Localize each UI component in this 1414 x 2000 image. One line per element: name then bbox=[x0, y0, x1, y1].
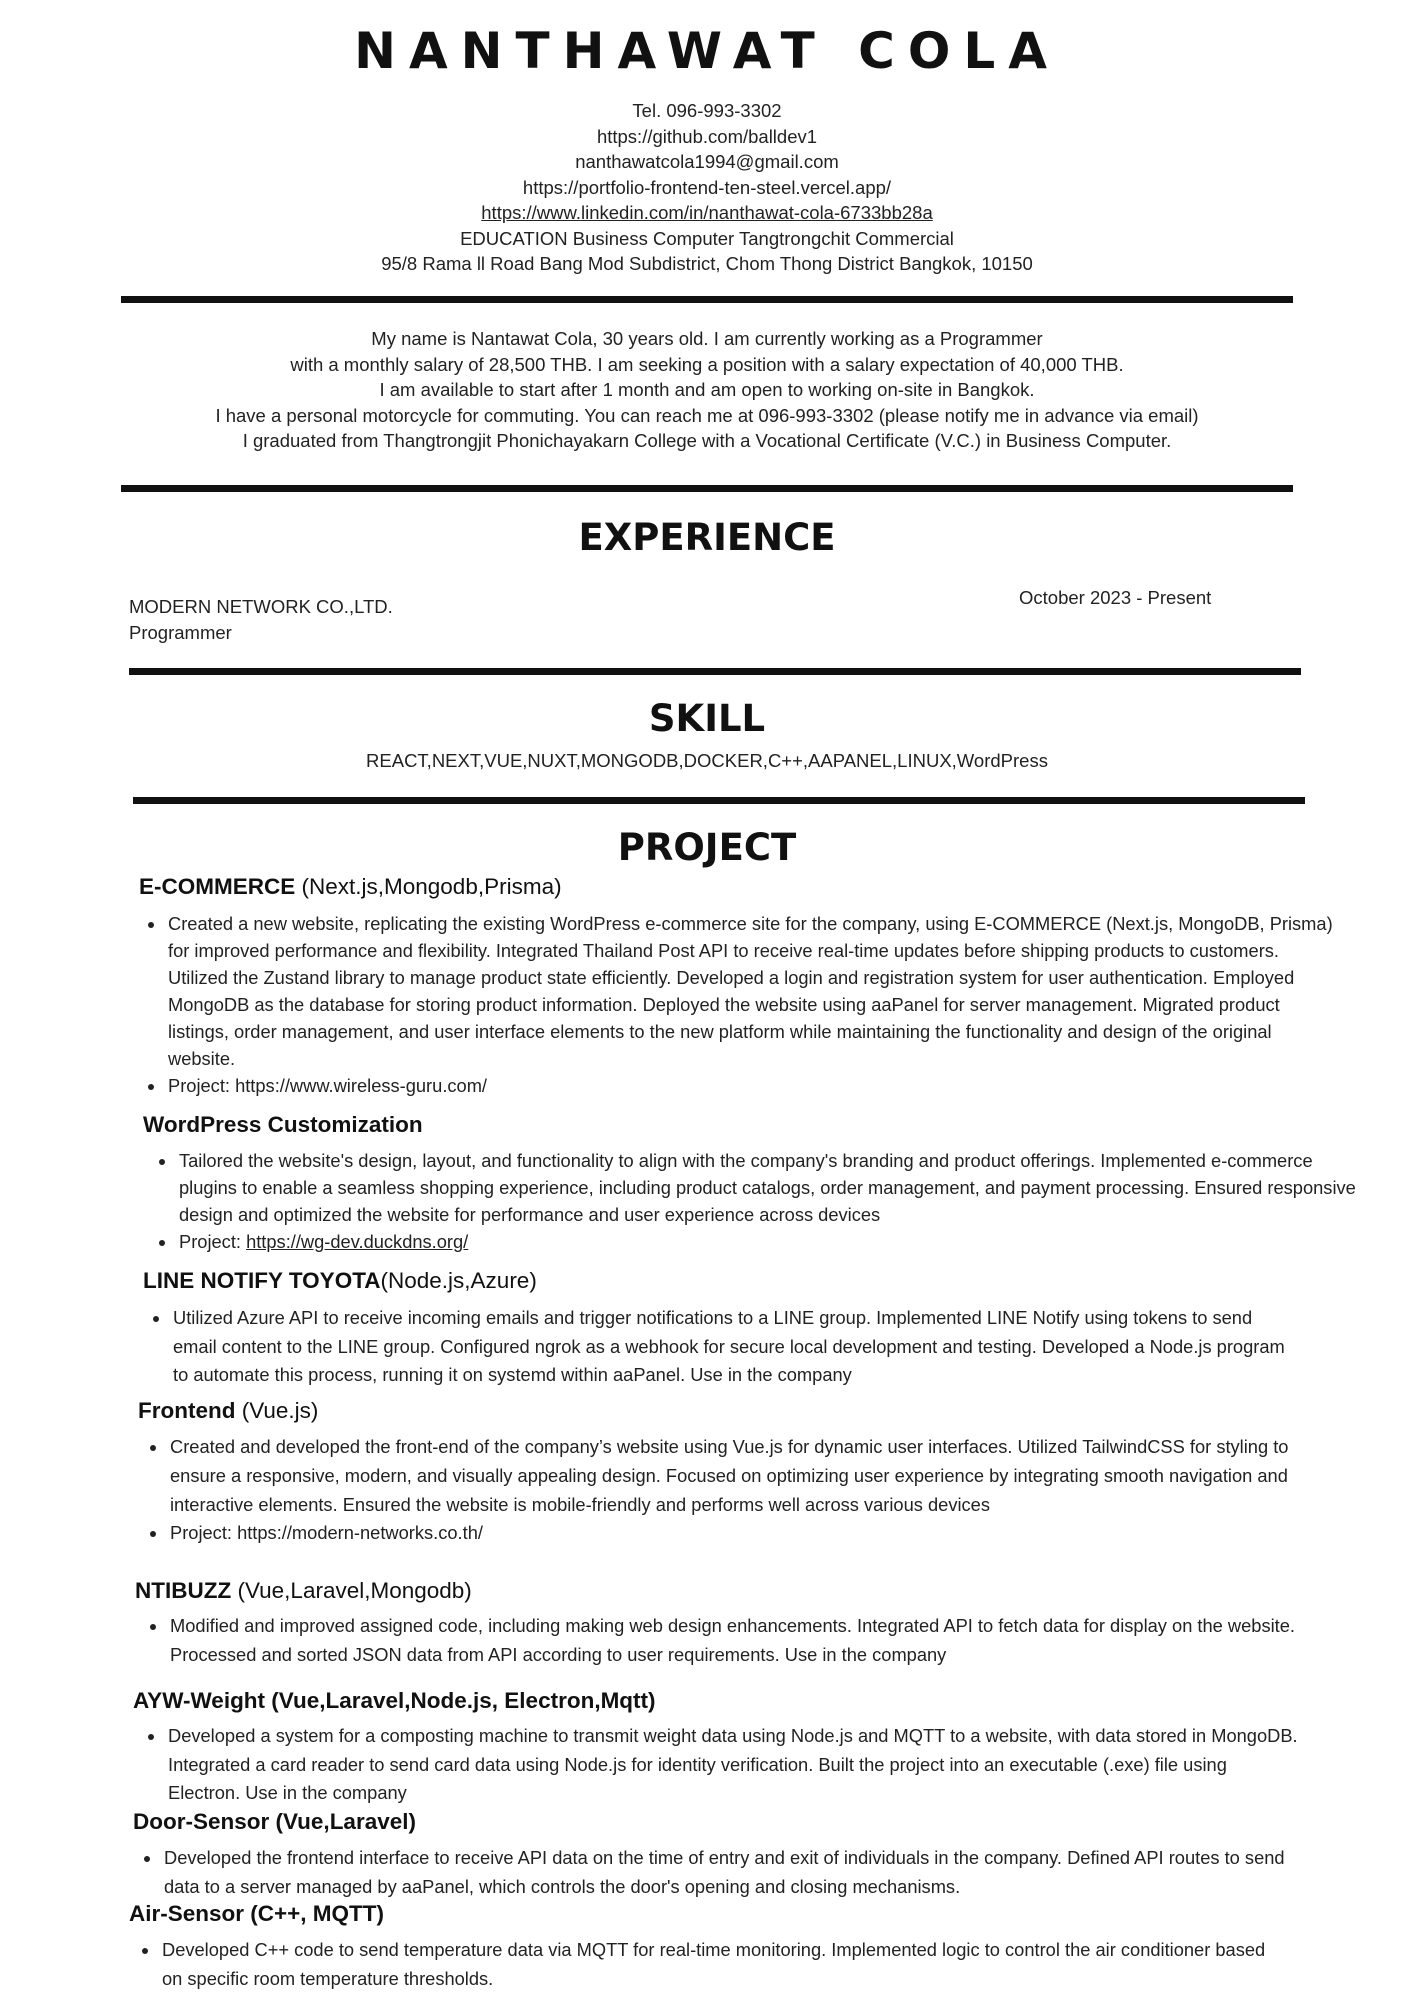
divider bbox=[121, 296, 1293, 303]
github-link[interactable]: https://github.com/balldev1 bbox=[596, 125, 818, 147]
project-title bbox=[143, 1112, 423, 1138]
project-link-item: • Project: https://modern-networks.co.th/ bbox=[168, 1519, 1308, 1548]
address: 95/8 Rama ll Road Bang Mod Subdistrict, Chom Thong District Bangkok, 10150 bbox=[381, 253, 1033, 274]
project-name: E-COMMERCE bbox=[139, 874, 296, 899]
project-description: • Developed the frontend interface to receive API data on the time of entry and exit of individuals in the company. Defined API routes to send data to a server managed by aaPanel, which controls the door's opening and closing mechanisms. bbox=[162, 1843, 1302, 1901]
job-role: Programmer bbox=[129, 622, 232, 643]
summary-line: I graduated from Thangtrongjit Phonichayakarn College with a Vocational Certificate (V.C.) in Business Computer. bbox=[242, 430, 1172, 451]
project-bullets bbox=[140, 1722, 1304, 1808]
email[interactable]: nanthawatcola1994@gmail.com bbox=[575, 151, 839, 172]
project-title bbox=[129, 1901, 384, 1927]
phone: Tel. 096-993-3302 bbox=[632, 100, 782, 121]
skill-list: REACT,NEXT,VUE,NUXT,MONGODB,DOCKER,C++,AAPANEL,LINUX,WordPress bbox=[366, 750, 1048, 771]
project-description: • Modified and improved assigned code, including making web design enhancements. Integrated API to fetch data for display on the website. Processed and sorted JSON data from API according to user requirements. Use in the company bbox=[168, 1611, 1298, 1669]
project-name: Door-Sensor (Vue,Laravel) bbox=[133, 1809, 416, 1834]
project-tech: (Next.js,Mongodb,Prisma) bbox=[295, 874, 562, 899]
portfolio-link[interactable]: https://portfolio-frontend-ten-steel.vercel.app/ bbox=[522, 176, 892, 198]
project-bullets bbox=[151, 1147, 1357, 1255]
project-name: NTIBUZZ bbox=[135, 1578, 232, 1603]
summary-line: I have a personal motorcycle for commuting. You can reach me at 096-993-3302 (please notify me in advance via email) bbox=[215, 404, 1199, 426]
project-description: • Created a new website, replicating the existing WordPress e-commerce site for the company, using E-COMMERCE (Next.js, MongoDB, Prisma) for improved performance and flexibility. Integrated Thailand Post API to receive real-time updates before shipping products to customers. Utilized the Zustand library to manage product state efficiently. Developed a login and registration system for user authentication. Employed MongoDB as the database for storing product information. Deployed the website using aaPanel for server management. Migrated product listings, order management, and user interface elements to the new platform while maintaining the functionality and design of the original website. bbox=[166, 910, 1341, 1072]
skill-heading: SKILL bbox=[648, 697, 766, 740]
project-link-item: • Project: https://www.wireless-guru.com/ bbox=[166, 1072, 1341, 1099]
project-tech: (Vue.js) bbox=[235, 1398, 319, 1423]
project-bullets bbox=[145, 1304, 1289, 1390]
project-link-item: • Project: https://wg-dev.duckdns.org/ bbox=[177, 1228, 1357, 1255]
divider bbox=[121, 485, 1293, 492]
company-name: MODERN NETWORK CO.,LTD. bbox=[129, 596, 393, 617]
education: EDUCATION Business Computer Tangtrongchit Commercial bbox=[460, 227, 954, 249]
project-description: • Developed C++ code to send temperature data via MQTT for real-time monitoring. Implemented logic to control the air conditioner based on specific room temperature thresholds. bbox=[160, 1935, 1272, 1993]
project-title bbox=[139, 874, 562, 900]
project-bullets bbox=[134, 1935, 1272, 1993]
project-description: • Developed a system for a composting machine to transmit weight data using Node.js and MQTT to a website, with data stored in MongoDB. Integrated a card reader to send card data using Node.js for identity verification. Built the project into an executable (.exe) file using Electron. Use in the company bbox=[166, 1722, 1304, 1808]
project-description: • Tailored the website's design, layout, and functionality to align with the company's branding and product offerings. Implemented e-commerce plugins to enable a seamless shopping experience, including product catalogs, order management, and payment processing. Ensured responsive design and optimized the website for performance and user experience across devices bbox=[177, 1147, 1357, 1228]
candidate-name: NANTHAWAT COLA bbox=[354, 22, 1060, 80]
project-name: Frontend bbox=[138, 1398, 236, 1423]
project-title bbox=[138, 1398, 318, 1424]
project-title bbox=[135, 1578, 472, 1604]
summary-block bbox=[0, 326, 1414, 454]
summary-line: I am available to start after 1 month and am open to working on-site in Bangkok. bbox=[379, 379, 1035, 400]
job-period: October 2023 - Present bbox=[1019, 587, 1212, 608]
divider bbox=[129, 668, 1301, 675]
divider bbox=[133, 797, 1305, 804]
project-tech: (Vue,Laravel,Mongodb) bbox=[231, 1578, 472, 1603]
project-description: • Utilized Azure API to receive incoming emails and trigger notifications to a LINE group. Implemented LINE Notify using tokens to send email content to the LINE group. Configured ngrok as a webhook for secure local development and testing. Developed a Node.js program to automate this process, running it on systemd within aaPanel. Use in the company bbox=[171, 1304, 1289, 1390]
project-link[interactable]: https://modern-networks.co.th/ bbox=[237, 1522, 483, 1544]
project-heading: PROJECT bbox=[617, 826, 797, 869]
project-link[interactable]: https://wg-dev.duckdns.org/ bbox=[246, 1231, 469, 1252]
project-title bbox=[143, 1268, 537, 1294]
project-name: LINE NOTIFY TOYOTA bbox=[143, 1268, 381, 1293]
project-link[interactable]: https://www.wireless-guru.com/ bbox=[235, 1075, 488, 1096]
summary-line: My name is Nantawat Cola, 30 years old. I am currently working as a Programmer bbox=[371, 328, 1043, 349]
project-name: Air-Sensor (C++, MQTT) bbox=[129, 1901, 385, 1926]
project-name: AYW-Weight (Vue,Laravel,Node.js, Electron,Mqtt) bbox=[133, 1688, 656, 1713]
project-description: • Created and developed the front-end of the company’s website using Vue.js for dynamic user interfaces. Utilized TailwindCSS for styling to ensure a responsive, modern, and visually appealing design. Focused on optimizing user experience by integrating smooth navigation and interactive elements. Ensured the website is mobile-friendly and performs well across various devices bbox=[168, 1433, 1308, 1519]
project-bullets bbox=[142, 1611, 1298, 1669]
project-title bbox=[133, 1688, 656, 1714]
linkedin-link[interactable]: https://www.linkedin.com/in/nanthawat-cola-6733bb28a bbox=[481, 202, 933, 223]
contact-block bbox=[0, 98, 1414, 277]
summary-line: with a monthly salary of 28,500 THB. I am seeking a position with a salary expectation of 40,000 THB. bbox=[290, 353, 1124, 375]
project-bullets bbox=[136, 1843, 1302, 1901]
project-title bbox=[133, 1809, 416, 1835]
project-name: WordPress Customization bbox=[143, 1112, 423, 1137]
experience-heading: EXPERIENCE bbox=[578, 516, 836, 559]
project-bullets bbox=[142, 1433, 1308, 1548]
project-tech: (Node.js,Azure) bbox=[380, 1268, 537, 1293]
project-bullets bbox=[140, 910, 1341, 1099]
